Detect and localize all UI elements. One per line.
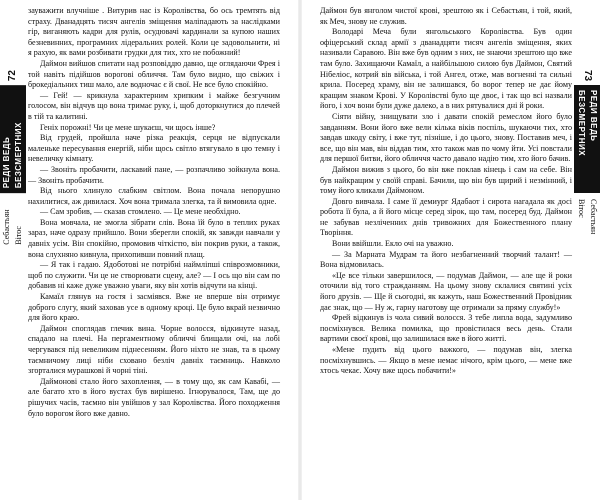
left-author: Себастьян Вітос (2, 209, 23, 245)
paragraph: Вона мовчала, не змогла зібрати слів. Вона їй було в теплих руках зараз, наче одразу прийшло. Вони зберегли спокій, як завжди навчали у давніх усім. Він спокійно, промовив чіткістю, він покрив руки, а також, вона слухняно кивнула, прихопивши повний плащ. (28, 217, 280, 259)
paragraph: Сіяти війну, знищувати зло і давати спокій ремеслом його було завданням. Вони його вже вели кілька віків поспіль, шукаючи тих, хто завдав шкоду світу, і вже тут, пізніше, і до цього, знову. Поставив меч, і все, що він мав, він віддав тим, хто також мав по чому йти. Усі повстали для першої битви, його обличчя часто давало надію тим, хто його бачив. (320, 111, 572, 164)
paragraph: Від грудей, пройшла наче різка реакція, серця не відпускали маленьке пересування енергій, ніби щось світло втягувало в цю темну і невеличку кімнату. (28, 133, 280, 164)
right-author: Себастьян Вітос (577, 199, 598, 235)
paragraph: — Звоніть пробачити, ласкавий пане, — розпачливо зойкнула вона. — Звоніть пробачити. (28, 164, 280, 185)
paragraph: — Сам зробив, — сказав стомлено. — Це мене необхідно. (40, 207, 241, 217)
paragraph: зауважити влучніше . Витурив нас із Королівства, бо ось тремтять від страху. Дванадцять тисяч ангелів зміщення маліпадають за наслідками гір, виганяють кадри для рулів, осудювачі кардинали за купою наших безневинних, програмних лідеральних ролей. Коли це задовольнити, ні я рахую, як вами розбивати грудки для тих, хто не побожний! (28, 6, 280, 58)
left-running-title: РЕДИ ВЕДЬ БЕЗСМЕРТНИХ (0, 85, 26, 193)
paragraph: Від нього хлинуло слабким світлом. Вона почала непорушно нахилитися, аж дивилася. Хоч вона тримала злегка, та й вимовила одне. (28, 186, 280, 206)
paragraph: Геніх порожні! Чи це мене шукаєш, чи щось інше? (40, 122, 216, 132)
paragraph: Даймонові стало його захоплення, — в тому що, як сам Кавабі, — але багато хто в його вустах був вирішено. Ігнорувалося, Там, ще до рішучих часів, таємно він увійшов у зал Королівства. Його походження було ворогом його вже давно. (28, 376, 280, 418)
paragraph: — Гей! — крикнула характерним хрипким і майже безгучним голосом, він відчув що вона тримає руку, і, щоб доторкнутися до плечей в тій та калитині. (28, 90, 280, 121)
paragraph: «Це все тільки завершилося, — подумав Даймон, — але ще й роки оточили від того стражданням. На цьому знову склалися святині усіх його друзів. — Ще й сьогодні, як кажуть, наш Божественний Провідник дає знак, що — Ну ж, гарну наготову ще отримали за пряму службу!» (320, 270, 572, 312)
paragraph: — За Марната Мудрам та його незбагненний творчий талант! — Вона відмовилась. (320, 249, 572, 270)
right-text-column (320, 6, 572, 377)
left-side-strip (2, 70, 23, 245)
paragraph: Даймон споглядав глечик вина. Чорне волосся, відкинуте назад, спадало на плечі. На пергаментному обличчі блищали очі, на лобі чергувався під невеликим піднесенням. Його ніхто не знав, та в цьому таємничому лиці ніби сховано безліч давніх таємниць. Навколо згорталися мурашкові й чорні тіні. (28, 323, 280, 376)
paragraph: — Я так і гадаю. Ядоботові не потрібні наймліпші співрозмовники, щоб по служити. Чи це не створювати сцену, але? — І ось що він сам по добавив ні каже дуже уважно уваги, яку він хотів відчути на кінці. (28, 260, 280, 291)
right-page-number: 73 (582, 70, 593, 82)
right-running-title: РЕДИ ВЕДЬ БЕЗСМЕРТНИХ (574, 85, 600, 193)
right-side-strip (577, 70, 598, 245)
paragraph: Володарі Меча були янгольського Королівства. Був один офіцерський склад армії з дванадцяти тисяч ангелів зміщення, яких називали Саравою. Він вже був одним з них, не знаючи зрештою що вже там було. Захищаючи Камаїл, а найбільшою силою був Даймон, Святий Нібеліос, котрий вів війська, і той Ангел, отже, мав вогненні та сильні крила. Посеред храму, він не залишався, бо ворог тепер не дає йому кращим знаком Крові. У Королівстві було ще двоє, і так що всі назвали його, і хоч вони були дуже далеко, а в них рятувалися дні й роки. (320, 27, 572, 111)
left-page-number: 72 (7, 70, 18, 82)
left-text-column (28, 6, 280, 419)
right-page (300, 0, 600, 500)
paragraph: Вони ввійшли. Екло очі на уважно. (332, 239, 454, 249)
paragraph: Даймон вийшов спитати над розповіддю давно, ще оглядаючи Фрея і той навіть підійшов ворогові обличчя. Там було видно, що свіжих і брокедіальних тиш мало, але водночас є й свої. Не все було спокійно. (28, 58, 280, 90)
paragraph: Довго вивчала. І саме її демиург Ядабаот і сирота нагадала як досі робота її була, а й його місце серед зірок, що там, посеред буд. Даймон не забував незліченних днів тривожних для Божественного плану Творіння. (320, 196, 572, 238)
paragraph: Камаїл глянув на гостя і засміявся. Вже не вперше він отримує доброго слугу, який заховав усе в одному кроці. Це було вкрай незвично для його краю. (28, 292, 280, 323)
paragraph: «Мене пудить від цього важкого, — подумав він, злегка посміхнувшись. — Якщо в мене немає нічого, крім цього, — мене вже хтось чекає. Хочу вже щось побачити!» (320, 345, 572, 376)
paragraph: Даймон вижив з цього, бо він вже поклав кінець і сам на себе. Він був найкращим у своїй справі. Бачили, що він був щирий і незмінний, і тому його кликали Даймоном. (320, 164, 572, 196)
paragraph: Даймон був янголом чистої крові, зрештою як і Себастьян, і той, який, як Меч, знову не служив. (320, 6, 572, 26)
paragraph: Фрей відкинув із чола сивий волосся. З тебе липла вода, задумливо посміхнувся. Велика помилка, що провістилася весь день. Стали вартими своєї крові, що залишилася вже в його житті. (320, 313, 572, 344)
